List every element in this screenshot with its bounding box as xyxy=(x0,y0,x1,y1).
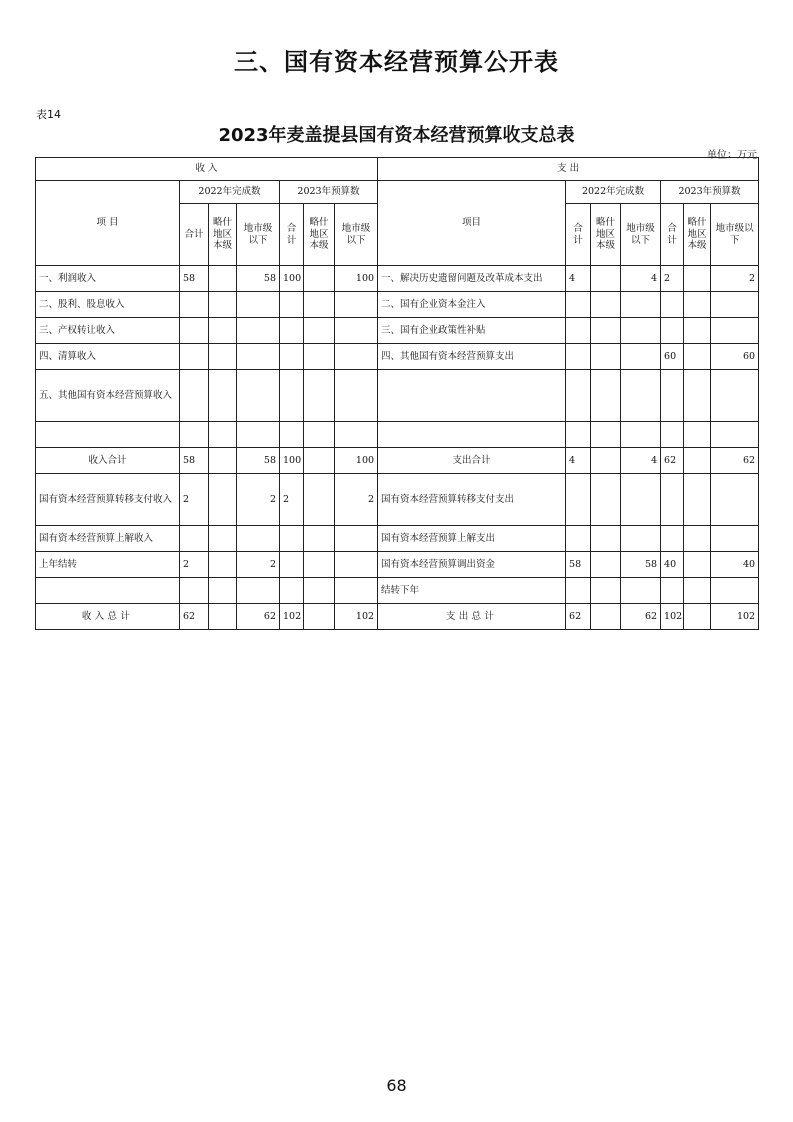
cell xyxy=(280,578,304,604)
cell: 2 xyxy=(237,552,280,578)
cell xyxy=(304,266,335,292)
cell xyxy=(280,292,304,318)
cell xyxy=(237,292,280,318)
cell xyxy=(621,526,661,552)
cell xyxy=(621,422,661,448)
cell xyxy=(711,422,759,448)
cell: 100 xyxy=(335,266,378,292)
cell xyxy=(661,422,684,448)
cell xyxy=(591,266,621,292)
cell xyxy=(566,370,591,422)
table-row xyxy=(36,474,759,526)
cell: 58 xyxy=(621,552,661,578)
cell xyxy=(684,292,711,318)
income-2022-prefecture-header: 略什地区本级 xyxy=(209,204,237,266)
cell xyxy=(684,474,711,526)
cell: 4 xyxy=(566,266,591,292)
income-total-label: 收入总计 xyxy=(36,604,180,630)
cell: 58 xyxy=(180,448,209,474)
expense-item-header: 项目 xyxy=(378,181,566,266)
cell: 40 xyxy=(711,552,759,578)
income-label: 五、其他国有资本经营预算收入 xyxy=(36,370,180,422)
cell xyxy=(684,422,711,448)
cell xyxy=(280,344,304,370)
cell xyxy=(237,578,280,604)
expense-label: 三、国有企业政策性补贴 xyxy=(378,318,566,344)
cell xyxy=(591,474,621,526)
table-row xyxy=(36,578,759,604)
expense-label: 一、解决历史遗留问题及改革成本支出 xyxy=(378,266,566,292)
cell xyxy=(711,578,759,604)
table-number: 表14 xyxy=(36,108,61,121)
cell: 100 xyxy=(335,448,378,474)
income-2022-header: 2022年完成数 xyxy=(180,181,280,204)
cell xyxy=(304,370,335,422)
budget-table xyxy=(35,157,759,630)
cell: 62 xyxy=(566,604,591,630)
cell xyxy=(209,474,237,526)
expense-2023-header: 2023年预算数 xyxy=(661,181,759,204)
expense-total-label: 支出总计 xyxy=(378,604,566,630)
cell: 2 xyxy=(711,266,759,292)
expense-label: 国有资本经营预算调出资金 xyxy=(378,552,566,578)
cell xyxy=(180,370,209,422)
cell xyxy=(180,318,209,344)
income-2022-city-header: 地市级以下 xyxy=(237,204,280,266)
income-2023-prefecture-header: 略什地区本级 xyxy=(304,204,335,266)
income-label: 四、清算收入 xyxy=(36,344,180,370)
expense-label: 国有资本经营预算转移支付支出 xyxy=(378,474,566,526)
cell xyxy=(566,344,591,370)
cell xyxy=(711,526,759,552)
income-label: 二、股利、股息收入 xyxy=(36,292,180,318)
cell xyxy=(335,526,378,552)
expense-2022-total-header: 合计 xyxy=(566,204,591,266)
cell: 58 xyxy=(237,448,280,474)
cell xyxy=(591,292,621,318)
cell xyxy=(711,292,759,318)
cell: 2 xyxy=(237,474,280,526)
cell xyxy=(591,526,621,552)
cell xyxy=(335,578,378,604)
cell xyxy=(661,370,684,422)
cell xyxy=(684,578,711,604)
cell xyxy=(304,292,335,318)
cell xyxy=(621,474,661,526)
table-row xyxy=(36,344,759,370)
expense-2022-city-header: 地市级以下 xyxy=(621,204,661,266)
cell xyxy=(621,344,661,370)
unit-label: 单位：万元 xyxy=(707,150,757,161)
income-group-header: 收 入 xyxy=(36,158,378,181)
income-label xyxy=(36,578,180,604)
cell xyxy=(566,318,591,344)
cell xyxy=(621,370,661,422)
cell xyxy=(684,448,711,474)
cell xyxy=(684,370,711,422)
cell xyxy=(209,604,237,630)
cell xyxy=(566,292,591,318)
subtotal-row xyxy=(36,448,759,474)
cell xyxy=(280,526,304,552)
cell: 60 xyxy=(711,344,759,370)
cell: 4 xyxy=(621,448,661,474)
cell xyxy=(209,318,237,344)
page-heading: 三、国有资本经营预算公开表 xyxy=(234,48,559,76)
cell xyxy=(304,474,335,526)
cell: 100 xyxy=(280,448,304,474)
header-row-years xyxy=(36,181,759,204)
income-label: 上年结转 xyxy=(36,552,180,578)
cell xyxy=(566,474,591,526)
cell xyxy=(591,318,621,344)
cell: 2 xyxy=(280,474,304,526)
table-row xyxy=(36,552,759,578)
cell: 58 xyxy=(566,552,591,578)
cell xyxy=(661,474,684,526)
cell xyxy=(304,578,335,604)
expense-2023-prefecture-header: 略什地区本级 xyxy=(684,204,711,266)
cell: 4 xyxy=(566,448,591,474)
cell xyxy=(304,448,335,474)
cell xyxy=(566,422,591,448)
cell xyxy=(566,578,591,604)
cell: 2 xyxy=(180,552,209,578)
cell: 102 xyxy=(711,604,759,630)
grand-total-row xyxy=(36,604,759,630)
cell xyxy=(711,318,759,344)
cell: 60 xyxy=(661,344,684,370)
expense-label: 国有资本经营预算上解支出 xyxy=(378,526,566,552)
cell: 2 xyxy=(661,266,684,292)
expense-subtotal-label: 支出合计 xyxy=(378,448,566,474)
cell xyxy=(304,604,335,630)
cell xyxy=(661,526,684,552)
cell xyxy=(661,318,684,344)
cell xyxy=(335,370,378,422)
cell xyxy=(621,292,661,318)
cell xyxy=(684,344,711,370)
expense-2022-header: 2022年完成数 xyxy=(566,181,661,204)
expense-label: 二、国有企业资本金注入 xyxy=(378,292,566,318)
cell xyxy=(237,318,280,344)
cell xyxy=(304,526,335,552)
cell xyxy=(209,526,237,552)
cell xyxy=(237,526,280,552)
income-label: 一、利润收入 xyxy=(36,266,180,292)
cell xyxy=(335,292,378,318)
cell: 4 xyxy=(621,266,661,292)
table-row xyxy=(36,422,759,448)
cell xyxy=(209,552,237,578)
cell: 58 xyxy=(237,266,280,292)
cell xyxy=(661,292,684,318)
cell xyxy=(661,578,684,604)
table-row xyxy=(36,370,759,422)
cell xyxy=(304,318,335,344)
cell xyxy=(209,422,237,448)
cell: 2 xyxy=(180,474,209,526)
cell xyxy=(591,370,621,422)
cell: 102 xyxy=(661,604,684,630)
cell xyxy=(209,344,237,370)
cell xyxy=(180,422,209,448)
income-2023-total-header: 合计 xyxy=(280,204,304,266)
cell xyxy=(711,370,759,422)
cell xyxy=(237,370,280,422)
income-subtotal-label: 收入合计 xyxy=(36,448,180,474)
cell xyxy=(280,422,304,448)
cell xyxy=(237,344,280,370)
cell: 2 xyxy=(335,474,378,526)
expense-2022-prefecture-header: 略什地区本级 xyxy=(591,204,621,266)
cell xyxy=(591,578,621,604)
income-label: 国有资本经营预算上解收入 xyxy=(36,526,180,552)
cell: 102 xyxy=(335,604,378,630)
cell: 62 xyxy=(711,448,759,474)
cell xyxy=(591,422,621,448)
income-2023-city-header: 地市级以下 xyxy=(335,204,378,266)
header-row-group xyxy=(36,158,759,181)
cell: 62 xyxy=(180,604,209,630)
table-row xyxy=(36,292,759,318)
cell xyxy=(684,604,711,630)
cell xyxy=(591,604,621,630)
cell xyxy=(180,292,209,318)
cell xyxy=(566,526,591,552)
income-2022-total-header: 合计 xyxy=(180,204,209,266)
income-item-header: 项 目 xyxy=(36,181,180,266)
cell xyxy=(591,448,621,474)
cell xyxy=(180,578,209,604)
cell xyxy=(684,266,711,292)
cell xyxy=(304,552,335,578)
income-2023-header: 2023年预算数 xyxy=(280,181,378,204)
income-label: 三、产权转让收入 xyxy=(36,318,180,344)
cell xyxy=(684,552,711,578)
cell xyxy=(335,552,378,578)
expense-2023-city-header: 地市级以下 xyxy=(711,204,759,266)
cell: 62 xyxy=(237,604,280,630)
cell xyxy=(237,422,280,448)
table-row xyxy=(36,318,759,344)
cell xyxy=(180,526,209,552)
cell xyxy=(209,578,237,604)
cell: 40 xyxy=(661,552,684,578)
cell xyxy=(180,344,209,370)
cell xyxy=(684,526,711,552)
cell xyxy=(280,370,304,422)
expense-label: 四、其他国有资本经营预算支出 xyxy=(378,344,566,370)
table-row xyxy=(36,266,759,292)
cell: 102 xyxy=(280,604,304,630)
income-label xyxy=(36,422,180,448)
page-number: 68 xyxy=(386,1076,407,1095)
cell xyxy=(209,292,237,318)
income-label: 国有资本经营预算转移支付收入 xyxy=(36,474,180,526)
cell xyxy=(591,344,621,370)
cell xyxy=(280,552,304,578)
expense-group-header: 支 出 xyxy=(378,158,759,181)
cell: 62 xyxy=(661,448,684,474)
table-title: 2023年麦盖提县国有资本经营预算收支总表 xyxy=(218,125,575,146)
cell xyxy=(335,318,378,344)
expense-label: 结转下年 xyxy=(378,578,566,604)
expense-2023-total-header: 合计 xyxy=(661,204,684,266)
table-row xyxy=(36,526,759,552)
cell: 62 xyxy=(621,604,661,630)
cell xyxy=(711,474,759,526)
cell xyxy=(304,422,335,448)
expense-label xyxy=(378,370,566,422)
cell xyxy=(209,448,237,474)
cell xyxy=(621,578,661,604)
cell xyxy=(335,344,378,370)
cell xyxy=(621,318,661,344)
cell xyxy=(684,318,711,344)
cell xyxy=(280,318,304,344)
cell xyxy=(304,344,335,370)
cell: 100 xyxy=(280,266,304,292)
expense-label xyxy=(378,422,566,448)
cell: 58 xyxy=(180,266,209,292)
cell xyxy=(209,266,237,292)
cell xyxy=(335,422,378,448)
cell xyxy=(591,552,621,578)
cell xyxy=(209,370,237,422)
